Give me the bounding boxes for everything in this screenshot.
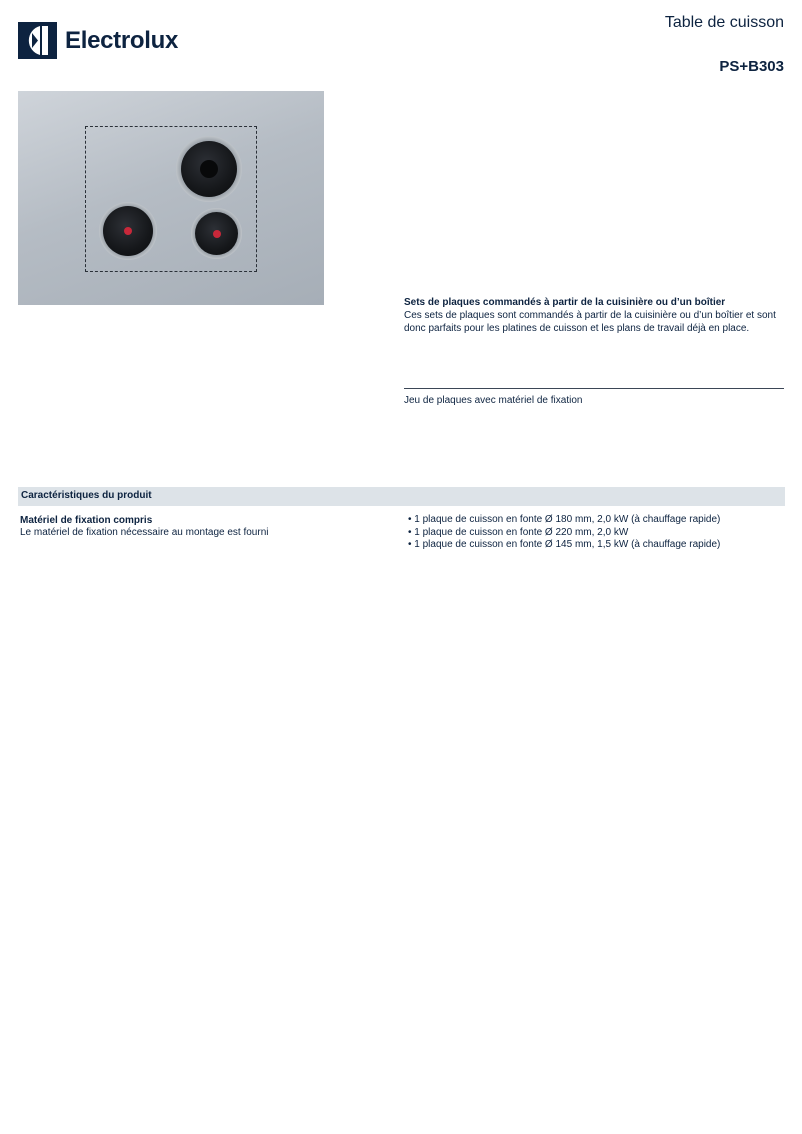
description-title: Sets de plaques commandés à partir de la cuisinière ou d’un boîtier xyxy=(404,297,726,308)
spec-list xyxy=(408,514,720,552)
brand-logo xyxy=(18,22,178,59)
burner-dot-left xyxy=(124,227,132,235)
burner-left xyxy=(99,202,157,260)
burner-right xyxy=(191,208,242,259)
spec-item: • 1 plaque de cuisson en fonte Ø 145 mm, 1,5 kW (à chauffage rapide) xyxy=(408,539,720,552)
burner-large xyxy=(176,136,242,202)
product-category: Table de cuisson xyxy=(664,14,784,31)
divider xyxy=(404,388,784,389)
spec-item: • 1 plaque de cuisson en fonte Ø 180 mm, 2,0 kW (à chauffage rapide) xyxy=(408,514,720,527)
description-text: Ces sets de plaques sont commandés à partir de la cuisinière ou d’un boîtier et sont donc parfaits pour les platines de cuisson et les plans de travail déjà en place. xyxy=(404,310,776,334)
burner-dot-right xyxy=(213,230,221,238)
product-model: PS+B303 xyxy=(719,58,784,75)
electrolux-logo-icon xyxy=(18,22,57,59)
feature-title: Matériel de fixation compris xyxy=(20,515,153,526)
feature-text: Le matériel de fixation nécessaire au montage est fourni xyxy=(20,527,269,538)
spec-item: • 1 plaque de cuisson en fonte Ø 220 mm, 2,0 kW xyxy=(408,527,720,540)
brand-name: Electrolux xyxy=(65,26,179,54)
section-title: Caractéristiques du produit xyxy=(21,490,152,501)
delivery-scope: Jeu de plaques avec matériel de fixation xyxy=(404,395,583,406)
